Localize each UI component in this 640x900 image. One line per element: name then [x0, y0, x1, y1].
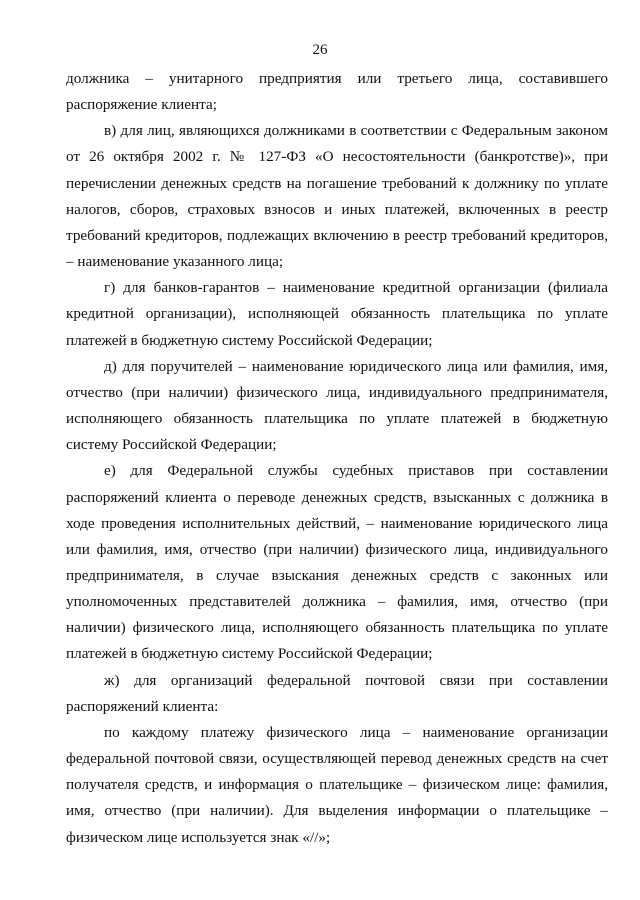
paragraph-item-v: в) для лиц, являющихся должниками в соответствии с Федеральным законом от 26 октября 2002 г. № 127-ФЗ «О несостоятельности (банкротстве)», при перечислении денежных средств на погашение требований к должнику по уплате налогов, сборов, страховых взносов и иных платежей, включенных в реестр требований кредиторов, подлежащих включению в реестр требований кредиторов, – наименование указанного лица;: [66, 122, 608, 271]
paragraph-item-d: д) для поручителей – наименование юридического лица или фамилия, имя, отчество (при наличии) физического лица, индивидуального предпринимателя, исполняющего обязанность плательщика по уплате платежей в бюджетную систему Российской Федерации;: [66, 357, 608, 454]
paragraph-item-e: е) для Федеральной службы судебных приставов при составлении распоряжений клиента о переводе денежных средств, взысканных с должника в ходе проведения исполнительных действий, – наименование юридического лица или фамилия, имя, отчество (при наличии) физического лица, индивидуального предпринимателя, в случае взыскания денежных средств с законных или уполномоченных представителей должника – фамилия, имя, отчество (при наличии) физического лица, исполняющего обязанность плательщика по уплате платежей в бюджетную систему Российской Федерации;: [66, 462, 608, 663]
page-number: 26: [312, 42, 328, 58]
paragraph-item-g: г) для банков-гарантов – наименование кредитной организации (филиала кредитной организации), исполняющей обязанность плательщика по уплате платежей в бюджетную систему Российской Федерации;: [66, 279, 608, 349]
paragraph-continuation: должника – унитарного предприятия или третьего лица, составившего распоряжение клиента;: [66, 70, 608, 114]
paragraph-postal-payment: по каждому платежу физического лица – наименование организации федеральной почтовой связи, осуществляющей перевод денежных средств на счет получателя средств, и информация о плательщике – физическом лице: фамилия, имя, отчество (при наличии). Для выделения информации о плательщике – физическом лице используется знак «//»;: [66, 723, 608, 846]
paragraph-item-zh: ж) для организаций федеральной почтовой связи при составлении распоряжений клиента:: [66, 671, 608, 715]
document-body: [66, 66, 608, 851]
